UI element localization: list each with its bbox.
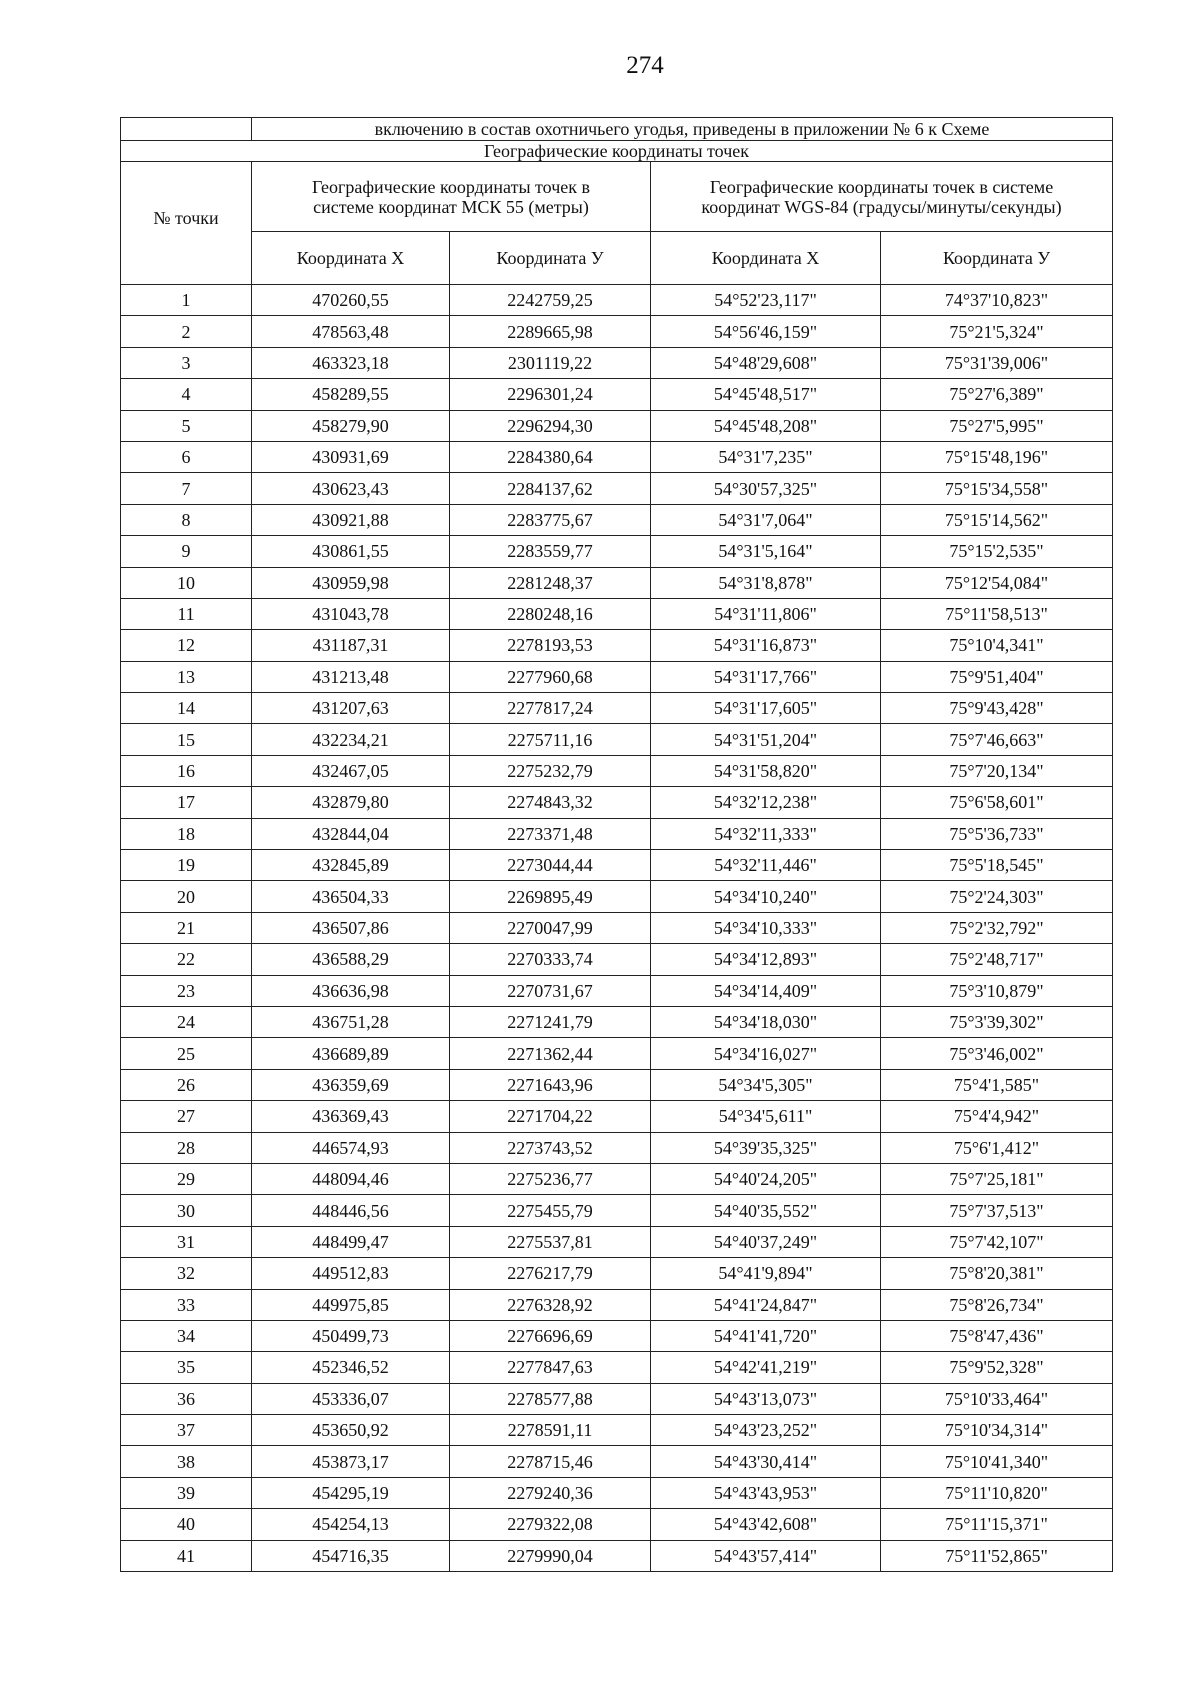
msk-x-cell: 430623,43 — [252, 473, 450, 504]
point-number-cell: 34 — [121, 1320, 252, 1351]
msk-x-cell: 431187,31 — [252, 630, 450, 661]
point-number-cell: 9 — [121, 536, 252, 567]
table-row — [121, 1163, 1113, 1194]
wgs-y-cell: 75°12'54,084" — [881, 567, 1113, 598]
msk-y-cell: 2276217,79 — [450, 1258, 651, 1289]
wgs-y-cell: 75°15'48,196" — [881, 441, 1113, 472]
wgs-y-cell: 75°27'5,995" — [881, 410, 1113, 441]
msk-x-cell: 436504,33 — [252, 881, 450, 912]
wgs-y-cell: 75°10'33,464" — [881, 1383, 1113, 1414]
msk-x-cell: 430931,69 — [252, 441, 450, 472]
msk-y-cell: 2275236,77 — [450, 1163, 651, 1194]
msk-x-cell: 463323,18 — [252, 347, 450, 378]
point-number-cell: 26 — [121, 1069, 252, 1100]
wgs-y-cell: 75°7'25,181" — [881, 1163, 1113, 1194]
point-number-cell: 33 — [121, 1289, 252, 1320]
msk-y-cell: 2277847,63 — [450, 1352, 651, 1383]
msk-y-cell: 2270047,99 — [450, 912, 651, 943]
msk-y-cell: 2279240,36 — [450, 1477, 651, 1508]
wgs-y-cell: 75°7'20,134" — [881, 755, 1113, 786]
wgs-y-cell: 75°11'10,820" — [881, 1477, 1113, 1508]
wgs-x-cell: 54°32'11,446" — [651, 850, 881, 881]
table-row — [121, 1258, 1113, 1289]
msk-y-cell: 2273044,44 — [450, 850, 651, 881]
table-row — [121, 473, 1113, 504]
msk-x-cell: 431043,78 — [252, 598, 450, 629]
table-row — [121, 536, 1113, 567]
point-number-cell: 21 — [121, 912, 252, 943]
point-number-cell: 37 — [121, 1415, 252, 1446]
wgs-x-cell: 54°34'12,893" — [651, 944, 881, 975]
table-row — [121, 598, 1113, 629]
wgs-x-cell: 54°34'10,240" — [651, 881, 881, 912]
wgs-y-cell: 75°4'1,585" — [881, 1069, 1113, 1100]
msk-y-cell: 2283775,67 — [450, 504, 651, 535]
point-number-cell: 41 — [121, 1540, 252, 1571]
page-number: 274 — [626, 52, 664, 79]
point-number-cell: 3 — [121, 347, 252, 378]
point-number-cell: 14 — [121, 693, 252, 724]
msk-y-cell: 2301119,22 — [450, 347, 651, 378]
wgs-y-cell: 75°5'36,733" — [881, 818, 1113, 849]
table-row — [121, 504, 1113, 535]
header-group-row — [121, 162, 1113, 232]
wgs-y-cell: 75°3'46,002" — [881, 1038, 1113, 1069]
wgs-y-cell: 75°2'24,303" — [881, 881, 1113, 912]
msk-x-cell: 449512,83 — [252, 1258, 450, 1289]
wgs-x-cell: 54°31'51,204" — [651, 724, 881, 755]
table-row — [121, 693, 1113, 724]
point-number-cell: 22 — [121, 944, 252, 975]
table-row — [121, 1540, 1113, 1571]
point-number-cell: 4 — [121, 379, 252, 410]
point-number-cell: 18 — [121, 818, 252, 849]
msk-x-cell: 430959,98 — [252, 567, 450, 598]
wgs-x-cell: 54°31'17,766" — [651, 661, 881, 692]
header-msk-y: Координата У — [450, 232, 651, 285]
wgs-y-cell: 75°3'10,879" — [881, 975, 1113, 1006]
msk-y-cell: 2278715,46 — [450, 1446, 651, 1477]
point-number-cell: 11 — [121, 598, 252, 629]
point-number-cell: 29 — [121, 1163, 252, 1194]
point-number-cell: 13 — [121, 661, 252, 692]
wgs-x-cell: 54°34'18,030" — [651, 1006, 881, 1037]
msk-x-cell: 453650,92 — [252, 1415, 450, 1446]
intro-text: включению в состав охотничьего угодья, приведены в приложении № 6 к Схеме — [252, 118, 1113, 141]
msk-x-cell: 448446,56 — [252, 1195, 450, 1226]
point-number-cell: 27 — [121, 1101, 252, 1132]
table-row — [121, 316, 1113, 347]
msk-x-cell: 436689,89 — [252, 1038, 450, 1069]
msk-x-cell: 436369,43 — [252, 1101, 450, 1132]
wgs-y-cell: 75°15'2,535" — [881, 536, 1113, 567]
msk-y-cell: 2279990,04 — [450, 1540, 651, 1571]
table-row — [121, 1132, 1113, 1163]
wgs-y-cell: 75°10'41,340" — [881, 1446, 1113, 1477]
wgs-x-cell: 54°31'5,164" — [651, 536, 881, 567]
msk-y-cell: 2273743,52 — [450, 1132, 651, 1163]
msk-x-cell: 430861,55 — [252, 536, 450, 567]
msk-x-cell: 431207,63 — [252, 693, 450, 724]
msk-y-cell: 2275232,79 — [450, 755, 651, 786]
wgs-x-cell: 54°32'11,333" — [651, 818, 881, 849]
wgs-y-cell: 75°9'43,428" — [881, 693, 1113, 724]
header-wgs-y: Координата У — [881, 232, 1113, 285]
intro-row — [121, 118, 1113, 141]
table-row — [121, 630, 1113, 661]
msk-y-cell: 2278577,88 — [450, 1383, 651, 1414]
wgs-y-cell: 75°2'48,717" — [881, 944, 1113, 975]
msk-x-cell: 458279,90 — [252, 410, 450, 441]
wgs-y-cell: 75°15'14,562" — [881, 504, 1113, 535]
wgs-y-cell: 75°8'26,734" — [881, 1289, 1113, 1320]
wgs-x-cell: 54°34'5,305" — [651, 1069, 881, 1100]
msk-x-cell: 436636,98 — [252, 975, 450, 1006]
table-row — [121, 410, 1113, 441]
header-group-msk-label: Географические координаты точек в системе координат МСК 55 (метры) — [312, 176, 590, 217]
table-row — [121, 1415, 1113, 1446]
wgs-y-cell: 75°10'34,314" — [881, 1415, 1113, 1446]
wgs-y-cell: 75°27'6,389" — [881, 379, 1113, 410]
msk-y-cell: 2276328,92 — [450, 1289, 651, 1320]
point-number-cell: 28 — [121, 1132, 252, 1163]
point-number-cell: 31 — [121, 1226, 252, 1257]
msk-x-cell: 454295,19 — [252, 1477, 450, 1508]
wgs-x-cell: 54°45'48,208" — [651, 410, 881, 441]
wgs-y-cell: 75°11'58,513" — [881, 598, 1113, 629]
header-columns-row — [121, 232, 1113, 285]
msk-y-cell: 2271704,22 — [450, 1101, 651, 1132]
table-row — [121, 1226, 1113, 1257]
table-row — [121, 944, 1113, 975]
msk-x-cell: 458289,55 — [252, 379, 450, 410]
wgs-y-cell: 75°5'18,545" — [881, 850, 1113, 881]
table-row — [121, 661, 1113, 692]
point-number-cell: 16 — [121, 755, 252, 786]
point-number-cell: 6 — [121, 441, 252, 472]
wgs-x-cell: 54°32'12,238" — [651, 787, 881, 818]
table-row — [121, 755, 1113, 786]
msk-x-cell: 448094,46 — [252, 1163, 450, 1194]
wgs-y-cell: 75°9'51,404" — [881, 661, 1113, 692]
table-row — [121, 1352, 1113, 1383]
wgs-x-cell: 54°31'7,235" — [651, 441, 881, 472]
msk-y-cell: 2277960,68 — [450, 661, 651, 692]
msk-y-cell: 2271362,44 — [450, 1038, 651, 1069]
wgs-x-cell: 54°40'35,552" — [651, 1195, 881, 1226]
intro-empty-cell — [121, 118, 252, 141]
table-row — [121, 379, 1113, 410]
msk-y-cell: 2296301,24 — [450, 379, 651, 410]
point-number-cell: 32 — [121, 1258, 252, 1289]
table-row — [121, 975, 1113, 1006]
wgs-y-cell: 75°6'1,412" — [881, 1132, 1113, 1163]
header-point-no-label: № точки — [153, 208, 219, 228]
table-row — [121, 1383, 1113, 1414]
msk-x-cell: 454716,35 — [252, 1540, 450, 1571]
msk-x-cell: 454254,13 — [252, 1509, 450, 1540]
wgs-x-cell: 54°45'48,517" — [651, 379, 881, 410]
point-number-cell: 5 — [121, 410, 252, 441]
wgs-y-cell: 75°11'15,371" — [881, 1509, 1113, 1540]
header-group-msk — [252, 162, 651, 232]
msk-y-cell: 2276696,69 — [450, 1320, 651, 1351]
wgs-x-cell: 54°48'29,608" — [651, 347, 881, 378]
msk-x-cell: 452346,52 — [252, 1352, 450, 1383]
point-number-cell: 25 — [121, 1038, 252, 1069]
table-row — [121, 347, 1113, 378]
wgs-y-cell: 75°8'20,381" — [881, 1258, 1113, 1289]
table-row — [121, 567, 1113, 598]
header-point-no — [121, 162, 252, 285]
table-row — [121, 285, 1113, 316]
wgs-y-cell: 75°7'42,107" — [881, 1226, 1113, 1257]
msk-y-cell: 2284137,62 — [450, 473, 651, 504]
wgs-y-cell: 75°7'37,513" — [881, 1195, 1113, 1226]
wgs-y-cell: 75°8'47,436" — [881, 1320, 1113, 1351]
wgs-x-cell: 54°43'30,414" — [651, 1446, 881, 1477]
header-msk-x: Координата X — [252, 232, 450, 285]
wgs-x-cell: 54°43'43,953" — [651, 1477, 881, 1508]
header-group-wgs-label: Географические координаты точек в системе координат WGS-84 (градусы/минуты/секунды) — [701, 176, 1062, 217]
table-row — [121, 1006, 1113, 1037]
msk-x-cell: 453336,07 — [252, 1383, 450, 1414]
msk-y-cell: 2281248,37 — [450, 567, 651, 598]
msk-y-cell: 2275711,16 — [450, 724, 651, 755]
wgs-y-cell: 75°11'52,865" — [881, 1540, 1113, 1571]
point-number-cell: 15 — [121, 724, 252, 755]
msk-x-cell: 436359,69 — [252, 1069, 450, 1100]
point-number-cell: 38 — [121, 1446, 252, 1477]
msk-x-cell: 432234,21 — [252, 724, 450, 755]
wgs-x-cell: 54°34'16,027" — [651, 1038, 881, 1069]
wgs-y-cell: 74°37'10,823" — [881, 285, 1113, 316]
wgs-x-cell: 54°39'35,325" — [651, 1132, 881, 1163]
point-number-cell: 30 — [121, 1195, 252, 1226]
wgs-y-cell: 75°31'39,006" — [881, 347, 1113, 378]
point-number-cell: 10 — [121, 567, 252, 598]
table-row — [121, 1446, 1113, 1477]
wgs-y-cell: 75°4'4,942" — [881, 1101, 1113, 1132]
wgs-x-cell: 54°41'41,720" — [651, 1320, 881, 1351]
msk-y-cell: 2270731,67 — [450, 975, 651, 1006]
table-row — [121, 1289, 1113, 1320]
msk-y-cell: 2275455,79 — [450, 1195, 651, 1226]
msk-x-cell: 436507,86 — [252, 912, 450, 943]
table-row — [121, 1069, 1113, 1100]
wgs-x-cell: 54°41'24,847" — [651, 1289, 881, 1320]
msk-x-cell: 436588,29 — [252, 944, 450, 975]
wgs-x-cell: 54°41'9,894" — [651, 1258, 881, 1289]
wgs-x-cell: 54°43'42,608" — [651, 1509, 881, 1540]
msk-y-cell: 2269895,49 — [450, 881, 651, 912]
wgs-x-cell: 54°40'37,249" — [651, 1226, 881, 1257]
msk-y-cell: 2278193,53 — [450, 630, 651, 661]
msk-y-cell: 2270333,74 — [450, 944, 651, 975]
msk-y-cell: 2284380,64 — [450, 441, 651, 472]
wgs-y-cell: 75°6'58,601" — [881, 787, 1113, 818]
msk-x-cell: 436751,28 — [252, 1006, 450, 1037]
msk-y-cell: 2278591,11 — [450, 1415, 651, 1446]
wgs-x-cell: 54°34'14,409" — [651, 975, 881, 1006]
msk-y-cell: 2279322,08 — [450, 1509, 651, 1540]
msk-x-cell: 430921,88 — [252, 504, 450, 535]
msk-y-cell: 2271643,96 — [450, 1069, 651, 1100]
msk-y-cell: 2283559,77 — [450, 536, 651, 567]
wgs-x-cell: 54°43'13,073" — [651, 1383, 881, 1414]
header-group-wgs — [651, 162, 1113, 232]
table-row — [121, 724, 1113, 755]
wgs-y-cell: 75°21'5,324" — [881, 316, 1113, 347]
table-row — [121, 818, 1113, 849]
wgs-x-cell: 54°31'11,806" — [651, 598, 881, 629]
msk-x-cell: 432844,04 — [252, 818, 450, 849]
section-title: Географические координаты точек — [121, 141, 1113, 162]
wgs-y-cell: 75°10'4,341" — [881, 630, 1113, 661]
msk-x-cell: 446574,93 — [252, 1132, 450, 1163]
wgs-y-cell: 75°3'39,302" — [881, 1006, 1113, 1037]
point-number-cell: 12 — [121, 630, 252, 661]
msk-y-cell: 2289665,98 — [450, 316, 651, 347]
wgs-x-cell: 54°34'10,333" — [651, 912, 881, 943]
msk-x-cell: 431213,48 — [252, 661, 450, 692]
msk-x-cell: 432467,05 — [252, 755, 450, 786]
coordinates-table — [120, 117, 1113, 1572]
point-number-cell: 7 — [121, 473, 252, 504]
msk-y-cell: 2275537,81 — [450, 1226, 651, 1257]
msk-y-cell: 2280248,16 — [450, 598, 651, 629]
msk-x-cell: 432879,80 — [252, 787, 450, 818]
wgs-x-cell: 54°31'58,820" — [651, 755, 881, 786]
wgs-x-cell: 54°31'17,605" — [651, 693, 881, 724]
point-number-cell: 24 — [121, 1006, 252, 1037]
msk-x-cell: 449975,85 — [252, 1289, 450, 1320]
point-number-cell: 20 — [121, 881, 252, 912]
msk-y-cell: 2242759,25 — [450, 285, 651, 316]
table-row — [121, 1195, 1113, 1226]
point-number-cell: 2 — [121, 316, 252, 347]
wgs-x-cell: 54°30'57,325" — [651, 473, 881, 504]
wgs-x-cell: 54°43'57,414" — [651, 1540, 881, 1571]
wgs-y-cell: 75°9'52,328" — [881, 1352, 1113, 1383]
msk-y-cell: 2277817,24 — [450, 693, 651, 724]
wgs-x-cell: 54°31'16,873" — [651, 630, 881, 661]
msk-x-cell: 453873,17 — [252, 1446, 450, 1477]
point-number-cell: 8 — [121, 504, 252, 535]
point-number-cell: 17 — [121, 787, 252, 818]
msk-x-cell: 450499,73 — [252, 1320, 450, 1351]
msk-x-cell: 470260,55 — [252, 285, 450, 316]
point-number-cell: 36 — [121, 1383, 252, 1414]
msk-x-cell: 432845,89 — [252, 850, 450, 881]
msk-y-cell: 2271241,79 — [450, 1006, 651, 1037]
table-row — [121, 787, 1113, 818]
table-row — [121, 1101, 1113, 1132]
msk-x-cell: 478563,48 — [252, 316, 450, 347]
wgs-x-cell: 54°40'24,205" — [651, 1163, 881, 1194]
table-row — [121, 850, 1113, 881]
wgs-y-cell: 75°7'46,663" — [881, 724, 1113, 755]
point-number-cell: 19 — [121, 850, 252, 881]
msk-y-cell: 2296294,30 — [450, 410, 651, 441]
wgs-x-cell: 54°31'8,878" — [651, 567, 881, 598]
wgs-y-cell: 75°15'34,558" — [881, 473, 1113, 504]
wgs-y-cell: 75°2'32,792" — [881, 912, 1113, 943]
wgs-x-cell: 54°52'23,117" — [651, 285, 881, 316]
wgs-x-cell: 54°56'46,159" — [651, 316, 881, 347]
msk-y-cell: 2273371,48 — [450, 818, 651, 849]
table-row — [121, 1477, 1113, 1508]
wgs-x-cell: 54°31'7,064" — [651, 504, 881, 535]
point-number-cell: 23 — [121, 975, 252, 1006]
header-wgs-x: Координата X — [651, 232, 881, 285]
table-row — [121, 441, 1113, 472]
point-number-cell: 40 — [121, 1509, 252, 1540]
wgs-x-cell: 54°43'23,252" — [651, 1415, 881, 1446]
point-number-cell: 1 — [121, 285, 252, 316]
point-number-cell: 39 — [121, 1477, 252, 1508]
table-row — [121, 1509, 1113, 1540]
wgs-x-cell: 54°34'5,611" — [651, 1101, 881, 1132]
table-row — [121, 1038, 1113, 1069]
table-row — [121, 1320, 1113, 1351]
wgs-x-cell: 54°42'41,219" — [651, 1352, 881, 1383]
msk-x-cell: 448499,47 — [252, 1226, 450, 1257]
point-number-cell: 35 — [121, 1352, 252, 1383]
section-title-row — [121, 141, 1113, 162]
table-row — [121, 881, 1113, 912]
table-row — [121, 912, 1113, 943]
msk-y-cell: 2274843,32 — [450, 787, 651, 818]
